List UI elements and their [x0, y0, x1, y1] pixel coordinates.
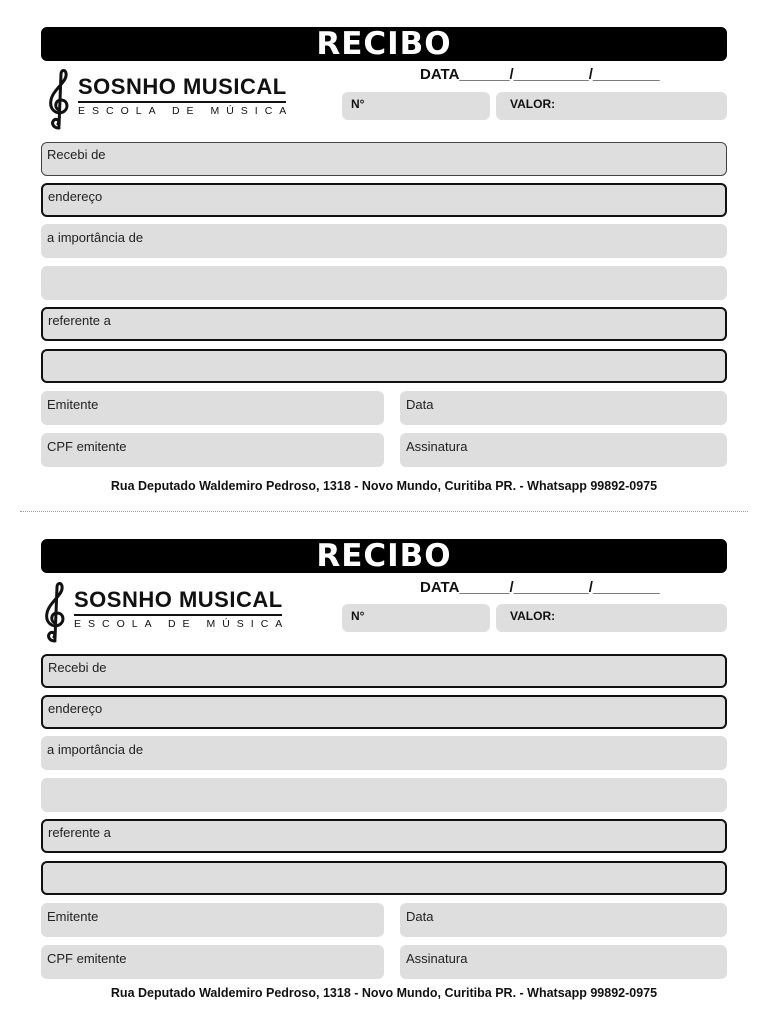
treble-clef-icon: [44, 68, 74, 130]
number-field[interactable]: [342, 92, 490, 120]
logo-divider: [74, 614, 282, 616]
date-field-label: Data: [406, 909, 434, 924]
footer-address: Rua Deputado Waldemiro Pedroso, 1318 - Novo Mundo, Curitiba PR. - Whatsapp 99892-0975: [110, 479, 658, 493]
address-label: endereço: [48, 189, 103, 204]
number-field[interactable]: [342, 604, 490, 632]
school-logo: [40, 581, 290, 643]
value-field[interactable]: [496, 604, 727, 632]
regarding-field[interactable]: [41, 819, 727, 853]
address-field[interactable]: [41, 183, 727, 217]
received-from-label: Recebi de: [47, 147, 106, 162]
signature-label: Assinatura: [406, 439, 468, 454]
regarding-continued-field[interactable]: [41, 861, 727, 895]
amount-continued-field[interactable]: [41, 266, 727, 300]
number-label: N°: [351, 609, 365, 623]
receipt-title: RECIBO: [41, 27, 727, 61]
date-field[interactable]: [400, 903, 727, 937]
amount-label: a importância de: [47, 230, 144, 245]
receipt-title: RECIBO: [41, 539, 727, 573]
issuer-cpf-field[interactable]: [41, 945, 384, 979]
amount-field[interactable]: [41, 224, 727, 258]
issuer-field[interactable]: [41, 391, 384, 425]
received-from-label: Recebi de: [48, 660, 107, 675]
logo-divider: [78, 101, 286, 103]
amount-continued-field[interactable]: [41, 778, 727, 812]
footer-address: Rua Deputado Waldemiro Pedroso, 1318 - Novo Mundo, Curitiba PR. - Whatsapp 99892-0975: [110, 986, 658, 1000]
value-label: VALOR:: [510, 97, 556, 111]
signature-field[interactable]: [400, 433, 727, 467]
issuer-label: Emitente: [47, 397, 99, 412]
school-name: SOSNHO MUSICAL: [74, 587, 283, 612]
issuer-cpf-label: CPF emitente: [47, 951, 127, 966]
date-field[interactable]: [400, 391, 727, 425]
school-logo: [44, 68, 294, 130]
amount-field[interactable]: [41, 736, 727, 770]
regarding-label: referente a: [48, 825, 111, 840]
treble-clef-icon: [40, 581, 70, 643]
address-field[interactable]: [41, 695, 727, 729]
issuer-cpf-field[interactable]: [41, 433, 384, 467]
signature-label: Assinatura: [406, 951, 468, 966]
value-field[interactable]: [496, 92, 727, 120]
received-from-field[interactable]: [41, 142, 727, 176]
value-label: VALOR:: [510, 609, 556, 623]
received-from-field[interactable]: [41, 654, 727, 688]
regarding-label: referente a: [48, 313, 111, 328]
number-label: N°: [351, 97, 365, 111]
school-subtitle: ESCOLA DE MÚSICA: [78, 105, 294, 117]
school-subtitle: ESCOLA DE MÚSICA: [74, 618, 290, 630]
date-label[interactable]: DATA______/_________/________: [420, 66, 660, 83]
receipt-1: [0, 0, 768, 500]
regarding-continued-field[interactable]: [41, 349, 727, 383]
issuer-field[interactable]: [41, 903, 384, 937]
signature-field[interactable]: [400, 945, 727, 979]
school-name: SOSNHO MUSICAL: [78, 74, 287, 99]
issuer-label: Emitente: [47, 909, 99, 924]
receipt-2: [0, 512, 768, 1012]
date-field-label: Data: [406, 397, 434, 412]
issuer-cpf-label: CPF emitente: [47, 439, 127, 454]
address-label: endereço: [48, 701, 103, 716]
amount-label: a importância de: [47, 742, 144, 757]
regarding-field[interactable]: [41, 307, 727, 341]
date-label[interactable]: DATA______/_________/________: [420, 579, 660, 596]
